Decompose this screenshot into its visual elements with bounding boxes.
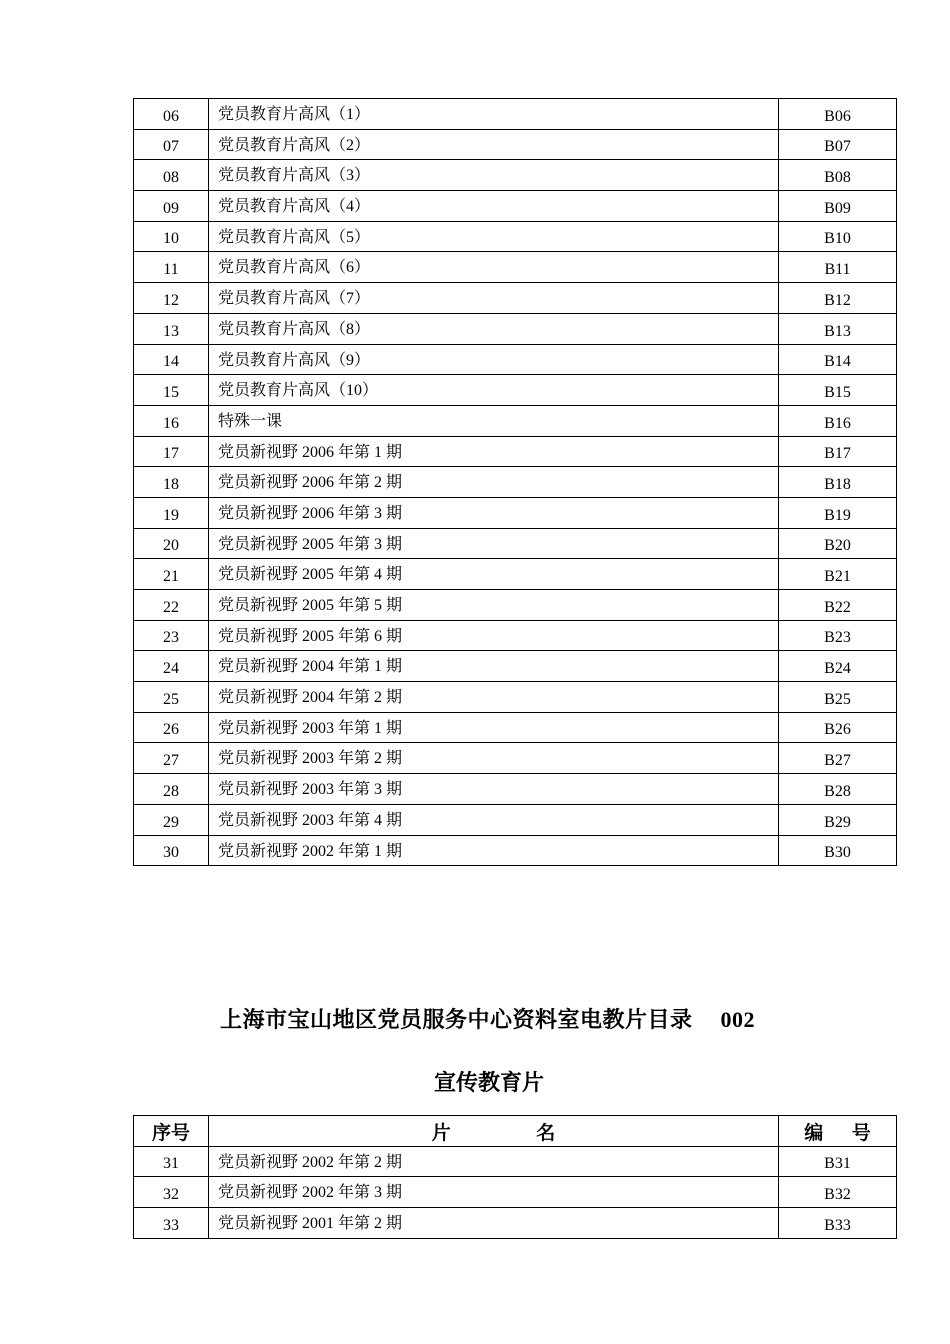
table-row [134,375,897,406]
row-code: B24 [779,651,897,682]
table-row [134,405,897,436]
row-code: B23 [779,620,897,651]
row-title: 党员教育片高风（1） [209,99,779,130]
row-title: 党员新视野 2003 年第 4 期 [209,804,779,835]
row-number: 09 [134,191,209,222]
row-number: 25 [134,682,209,713]
row-title: 党员新视野 2003 年第 1 期 [209,712,779,743]
row-title: 党员教育片高风（4） [209,191,779,222]
row-number: 20 [134,528,209,559]
row-code: B32 [779,1177,897,1208]
catalog-table-2-body [134,1146,897,1238]
table-row [134,252,897,283]
row-code: B18 [779,467,897,498]
table-row [134,682,897,713]
header-number: 序号 [134,1116,209,1147]
table-row [134,467,897,498]
row-number: 22 [134,590,209,621]
table-row [134,559,897,590]
row-title: 党员新视野 2003 年第 3 期 [209,774,779,805]
row-title: 党员教育片高风（3） [209,160,779,191]
row-title: 党员新视野 2005 年第 4 期 [209,559,779,590]
row-number: 23 [134,620,209,651]
row-code: B25 [779,682,897,713]
row-number: 28 [134,774,209,805]
row-number: 17 [134,436,209,467]
row-number: 30 [134,835,209,866]
table-row [134,1208,897,1239]
row-number: 13 [134,313,209,344]
row-code: B22 [779,590,897,621]
row-code: B12 [779,283,897,314]
row-code: B11 [779,252,897,283]
row-number: 19 [134,497,209,528]
row-code: B33 [779,1208,897,1239]
row-code: B19 [779,497,897,528]
row-code: B29 [779,804,897,835]
table-row [134,1146,897,1177]
catalog-number: 002 [720,1007,756,1032]
header-title: 片 名 [209,1116,779,1147]
table-row [134,497,897,528]
table-row [134,313,897,344]
row-title: 党员新视野 2005 年第 6 期 [209,620,779,651]
table-row [134,743,897,774]
row-title: 党员新视野 2006 年第 2 期 [209,467,779,498]
row-title: 党员新视野 2006 年第 3 期 [209,497,779,528]
row-number: 29 [134,804,209,835]
row-number: 18 [134,467,209,498]
row-code: B31 [779,1146,897,1177]
row-number: 31 [134,1146,209,1177]
row-code: B27 [779,743,897,774]
table-row [134,160,897,191]
table-row [134,651,897,682]
row-title: 党员新视野 2001 年第 2 期 [209,1208,779,1239]
row-number: 33 [134,1208,209,1239]
table-row [134,99,897,130]
row-number: 27 [134,743,209,774]
row-title: 党员教育片高风（7） [209,283,779,314]
row-number: 16 [134,405,209,436]
row-title: 党员新视野 2004 年第 1 期 [209,651,779,682]
row-code: B09 [779,191,897,222]
table-row [134,712,897,743]
row-title: 党员新视野 2003 年第 2 期 [209,743,779,774]
row-number: 08 [134,160,209,191]
table-row [134,528,897,559]
table-row [134,774,897,805]
row-title: 党员教育片高风（8） [209,313,779,344]
row-code: B21 [779,559,897,590]
row-title: 党员新视野 2005 年第 3 期 [209,528,779,559]
row-code: B17 [779,436,897,467]
catalog-title-text: 上海市宝山地区党员服务中心资料室电教片目录 [220,1007,693,1032]
row-code: B30 [779,835,897,866]
row-code: B08 [779,160,897,191]
row-code: B16 [779,405,897,436]
table-row [134,620,897,651]
catalog-subtitle: 宣传教育片 [433,1070,544,1095]
table-row [134,1177,897,1208]
row-number: 07 [134,129,209,160]
row-code: B28 [779,774,897,805]
row-number: 11 [134,252,209,283]
row-number: 15 [134,375,209,406]
row-title: 党员教育片高风（10） [209,375,779,406]
table-row [134,344,897,375]
table-row [134,436,897,467]
row-number: 10 [134,221,209,252]
catalog-title [220,1003,755,1034]
row-number: 26 [134,712,209,743]
row-title: 特殊一课 [209,405,779,436]
table-row [134,129,897,160]
row-code: B26 [779,712,897,743]
row-code: B07 [779,129,897,160]
row-title: 党员教育片高风（9） [209,344,779,375]
row-title: 党员教育片高风（5） [209,221,779,252]
row-number: 14 [134,344,209,375]
catalog-table-2 [133,1115,897,1239]
table-row [134,590,897,621]
row-title: 党员新视野 2002 年第 1 期 [209,835,779,866]
catalog-table-1 [133,98,897,866]
table-row [134,283,897,314]
row-title: 党员新视野 2002 年第 3 期 [209,1177,779,1208]
row-code: B20 [779,528,897,559]
row-number: 24 [134,651,209,682]
row-title: 党员教育片高风（2） [209,129,779,160]
row-title: 党员新视野 2002 年第 2 期 [209,1146,779,1177]
row-number: 06 [134,99,209,130]
row-number: 21 [134,559,209,590]
row-title: 党员新视野 2005 年第 5 期 [209,590,779,621]
row-number: 32 [134,1177,209,1208]
row-code: B13 [779,313,897,344]
table-header-row [134,1116,897,1147]
table-row [134,191,897,222]
table-row [134,221,897,252]
row-number: 12 [134,283,209,314]
catalog-table-1-body [134,99,897,866]
table-row [134,835,897,866]
row-code: B14 [779,344,897,375]
row-title: 党员教育片高风（6） [209,252,779,283]
row-code: B06 [779,99,897,130]
row-title: 党员新视野 2006 年第 1 期 [209,436,779,467]
header-code: 编 号 [779,1116,897,1147]
table-row [134,804,897,835]
row-code: B10 [779,221,897,252]
row-code: B15 [779,375,897,406]
row-title: 党员新视野 2004 年第 2 期 [209,682,779,713]
